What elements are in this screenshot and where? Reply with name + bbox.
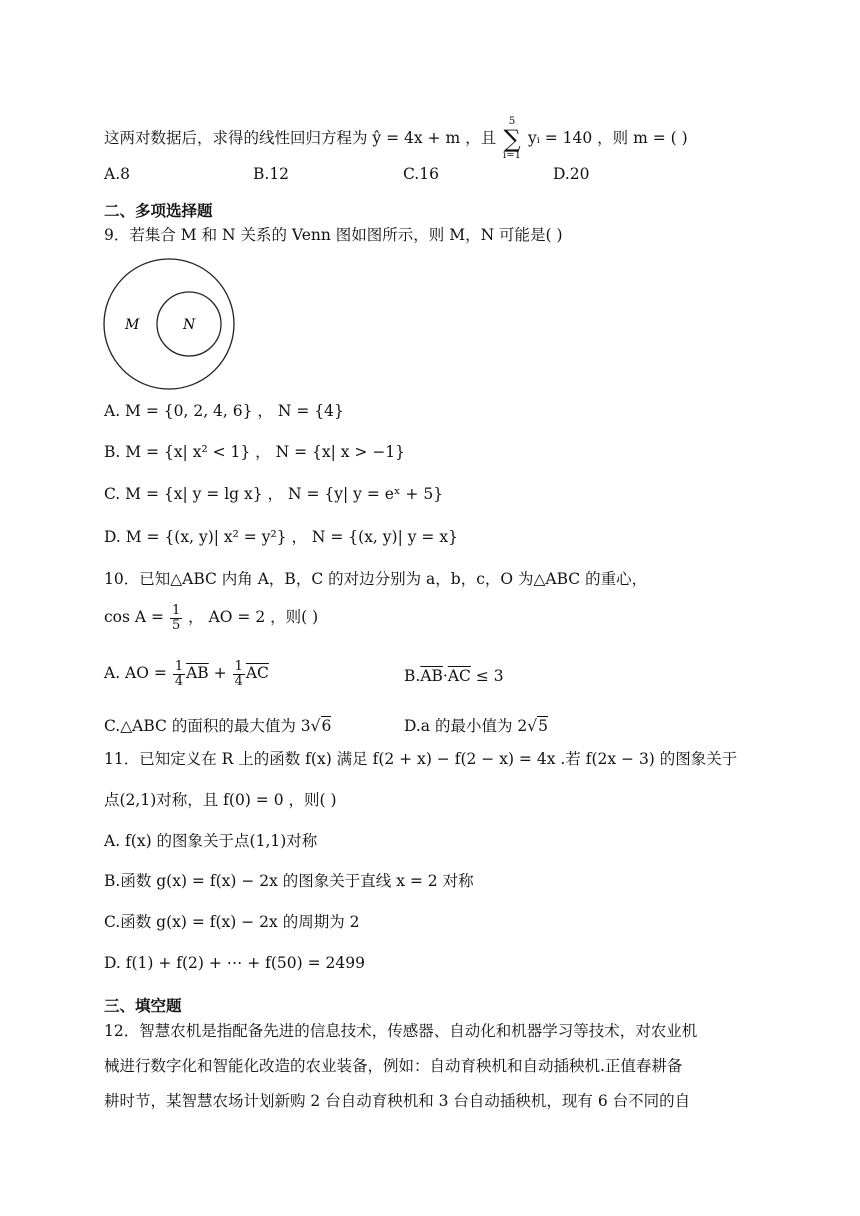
q11-option-c: C.函数 g(x) = f(x) − 2x 的周期为 2	[104, 913, 360, 931]
q10-condition	[104, 604, 318, 632]
q9-option-c: C. M = {x| y = lg x} ， N = {y| y = eˣ + 5}	[104, 485, 444, 503]
radicand: 5	[538, 717, 549, 735]
q11-stem-line-2: 点(2,1)对称，且 f(0) = 0 ，则( )	[104, 791, 337, 809]
fraction-numerator: 1	[174, 659, 184, 674]
venn-label-m: M	[125, 317, 140, 333]
q12-line-3: 耕时节，某智慧农场计划新购 2 台自动育秧机和 3 台自动插秧机，现有 6 台不同的自	[104, 1092, 691, 1110]
fraction-quarter-1	[173, 660, 185, 688]
q9-option-b: B. M = {x| x² < 1} ， N = {x| x > −1}	[104, 443, 406, 461]
q10-option-b	[404, 667, 504, 685]
q9-option-d: D. M = {(x, y)| x² = y²} ， N = {(x, y)| y = x}	[104, 528, 458, 546]
fraction-quarter-2	[233, 660, 245, 688]
venn-label-n: N	[183, 317, 196, 333]
fraction-denominator: 5	[171, 617, 181, 633]
option-a-label: A. AO =	[104, 664, 167, 683]
summation	[503, 117, 521, 161]
plus-sign: +	[213, 664, 227, 683]
vector-ac: $\overline{AC}$	[447, 667, 471, 685]
q10-stem: 10．已知△ABC 内角 A，B，C 的对边分别为 a，b，c，O 为△ABC 的重心，	[104, 570, 648, 588]
sigma-symbol: ∑	[503, 125, 521, 153]
sum-lower-limit: i=1	[503, 150, 521, 161]
fraction-denominator: 4	[174, 673, 184, 689]
q11-option-d: D. f(1) + f(2) + ⋯ + f(50) = 2499	[104, 954, 365, 972]
vector-ab: $\overline{AB}$	[186, 664, 209, 683]
fraction-denominator: 4	[234, 673, 243, 689]
q11-stem-line-1: 11．已知定义在 R 上的函数 f(x) 满足 f(2 + x) − f(2 − x) = 4x .若 f(2x − 3) 的图象关于	[104, 750, 738, 768]
inequality-text: ≤ 3	[475, 667, 504, 685]
fraction-numerator: 1	[171, 603, 181, 618]
q8-option-c: C.16	[403, 165, 439, 183]
ao-condition: ， AO = 2 ，则( )	[188, 608, 319, 627]
fraction-one-fifth	[170, 604, 182, 632]
q8-option-a: A.8	[104, 165, 130, 183]
cos-a-label: cos A =	[104, 608, 165, 627]
q9-option-a: A. M = {0, 2, 4, 6} ， N = {4}	[104, 402, 344, 420]
option-c-text: C.△ABC 的面积的最大值为 3	[104, 717, 311, 735]
q9-stem: 9．若集合 M 和 N 关系的 Venn 图如图所示，则 M，N 可能是( )	[104, 226, 563, 244]
q12-line-1: 12．智慧农机是指配备先进的信息技术，传感器、自动化和机器学习等技术，对农业机	[104, 1022, 698, 1040]
vector-ac: $\overline{AC}$	[245, 664, 269, 683]
option-d-text: D.a 的最小值为 2	[404, 717, 528, 735]
q8-option-b: B.12	[253, 165, 290, 183]
section-heading-multiple-choice: 二、多项选择题	[104, 202, 213, 220]
q10-option-a	[104, 660, 269, 688]
section-heading-fill-in: 三、填空题	[104, 997, 182, 1015]
dot-product-sign: ·	[442, 667, 448, 685]
q10-option-d	[404, 714, 548, 736]
sqrt-sign: √	[310, 717, 321, 735]
radicand: 6	[321, 717, 332, 735]
option-b-label: B.	[404, 667, 421, 685]
sqrt-sign: √	[527, 717, 538, 735]
q8-option-d: D.20	[553, 165, 590, 183]
q11-option-a: A. f(x) 的图象关于点(1,1)对称	[104, 832, 318, 850]
q10-option-c	[104, 714, 331, 736]
q8-tail: yᵢ = 140 ，则 m = ( )	[527, 129, 688, 147]
q8-text: 这两对数据后，求得的线性回归方程为 ŷ = 4x + m ，且	[104, 129, 497, 147]
vector-ab: $\overline{AB}$	[420, 667, 443, 685]
fraction-numerator: 1	[234, 659, 243, 674]
sum-upper-limit: 5	[508, 116, 516, 127]
venn-diagram	[101, 255, 241, 395]
q12-line-2: 械进行数字化和智能化改造的农业装备，例如：自动育秧机和自动插秧机.正值春耕备	[104, 1057, 683, 1075]
q8-stem-line	[104, 117, 688, 161]
q11-option-b: B.函数 g(x) = f(x) − 2x 的图象关于直线 x = 2 对称	[104, 872, 474, 890]
venn-outer-circle	[104, 259, 234, 389]
